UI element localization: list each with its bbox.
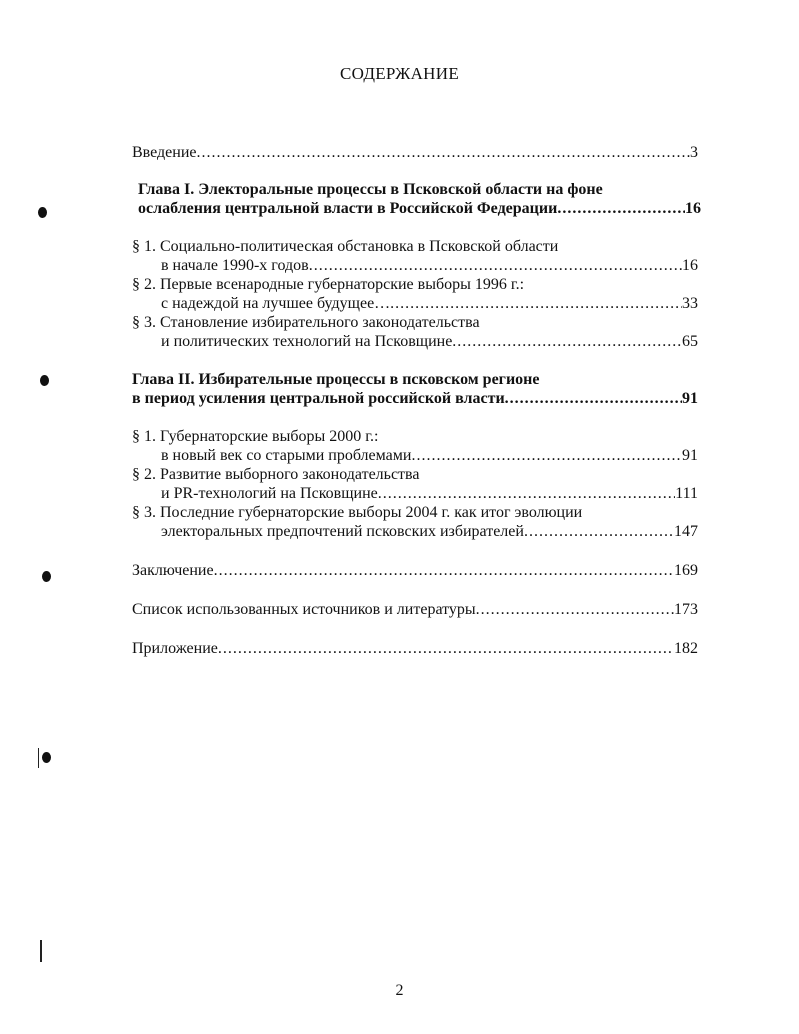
toc-entry-chapter-1	[138, 199, 701, 218]
toc-page-number: 16	[685, 200, 701, 217]
dot-leader	[557, 199, 685, 218]
page-title: СОДЕРЖАНИЕ	[339, 64, 460, 83]
dot-leader	[411, 446, 682, 465]
section-2-1-line2: в новый век со старыми проблемами	[161, 447, 412, 464]
dot-leader	[505, 389, 682, 408]
toc-entry-conclusion	[132, 561, 698, 580]
toc-page-number: 33	[682, 295, 698, 312]
toc-entry-section-1-3	[161, 332, 698, 351]
toc-page-number: 16	[682, 257, 698, 274]
section-2-1-line1: § 1. Губернаторские выборы 2000 г.:	[132, 428, 379, 445]
toc-entry-appendix	[132, 639, 698, 658]
dot-leader	[378, 484, 675, 503]
section-1-3-line1: § 3. Становление избирательного законодательства	[132, 314, 480, 331]
scan-mark	[38, 748, 39, 768]
toc-page-number: 3	[690, 144, 698, 161]
dot-leader	[524, 522, 674, 541]
toc-entry-section-2-3	[161, 522, 698, 541]
toc-entry-text: Список использованных источников и литературы	[132, 601, 476, 618]
dot-leader	[309, 256, 682, 275]
section-1-1-line1: § 1. Социально-политическая обстановка в Псковской области	[132, 238, 559, 255]
section-1-1-line2: в начале 1990-х годов	[161, 257, 309, 274]
section-2-2-line2: и PR-технологий на Псковщине	[161, 485, 378, 502]
dot-leader	[476, 600, 674, 619]
section-1-2-line2: с надеждой на лучшее будущее…	[161, 295, 391, 312]
chapter-2-heading-line1: Глава II. Избирательные процессы в псковском регионе	[132, 371, 540, 388]
binder-hole-mark	[42, 571, 51, 582]
dot-leader	[452, 332, 682, 351]
toc-page-number: 91	[682, 390, 698, 407]
toc-entry-intro	[132, 143, 698, 162]
toc-page-number: 91	[682, 447, 698, 464]
binder-hole-mark	[40, 375, 49, 386]
dot-leader	[390, 294, 682, 313]
toc-page-number: 65	[682, 333, 698, 350]
dot-leader	[218, 639, 674, 658]
section-1-2-line1: § 2. Первые всенародные губернаторские выборы 1996 г.:	[132, 276, 525, 293]
scan-mark	[40, 940, 42, 962]
toc-entry-sources	[132, 600, 698, 619]
toc-entry-section-2-1	[161, 446, 698, 465]
binder-hole-mark	[38, 207, 47, 218]
section-2-3-line1: § 3. Последние губернаторские выборы 2004 г. как итог эволюции	[132, 504, 583, 521]
toc-entry-text: Приложение	[132, 640, 218, 657]
dot-leader	[197, 143, 691, 162]
binder-hole-mark	[42, 752, 51, 763]
toc-page-number: 147	[674, 523, 698, 540]
toc-entry-section-1-1	[161, 256, 698, 275]
toc-entry-section-2-2	[161, 484, 698, 503]
toc-entry-chapter-2	[132, 389, 698, 408]
section-2-3-line2: электоральных предпочтений псковских избирателей	[161, 523, 524, 540]
dot-leader	[214, 561, 674, 580]
toc-entry-text: Введение	[132, 144, 197, 161]
toc-page-number: 182	[674, 640, 698, 657]
section-2-2-line1: § 2. Развитие выборного законодательства	[132, 466, 420, 483]
toc-entry-text: Заключение	[132, 562, 214, 579]
toc-entry-section-1-2	[161, 294, 698, 313]
toc-page-number: 111	[675, 485, 698, 502]
chapter-2-heading-line2: в период усиления центральной российской власти	[132, 390, 505, 407]
toc-page-number: 169	[674, 562, 698, 579]
toc-page-number: 173	[674, 601, 698, 618]
chapter-1-heading-line1: Глава I. Электоральные процессы в Псковской области на фоне	[138, 181, 603, 198]
section-1-3-line2: и политических технологий на Псковщине	[161, 333, 453, 350]
page-number: 2	[395, 982, 404, 999]
chapter-1-heading-line2: ослабления центральной власти в Российской Федерации	[138, 200, 558, 217]
